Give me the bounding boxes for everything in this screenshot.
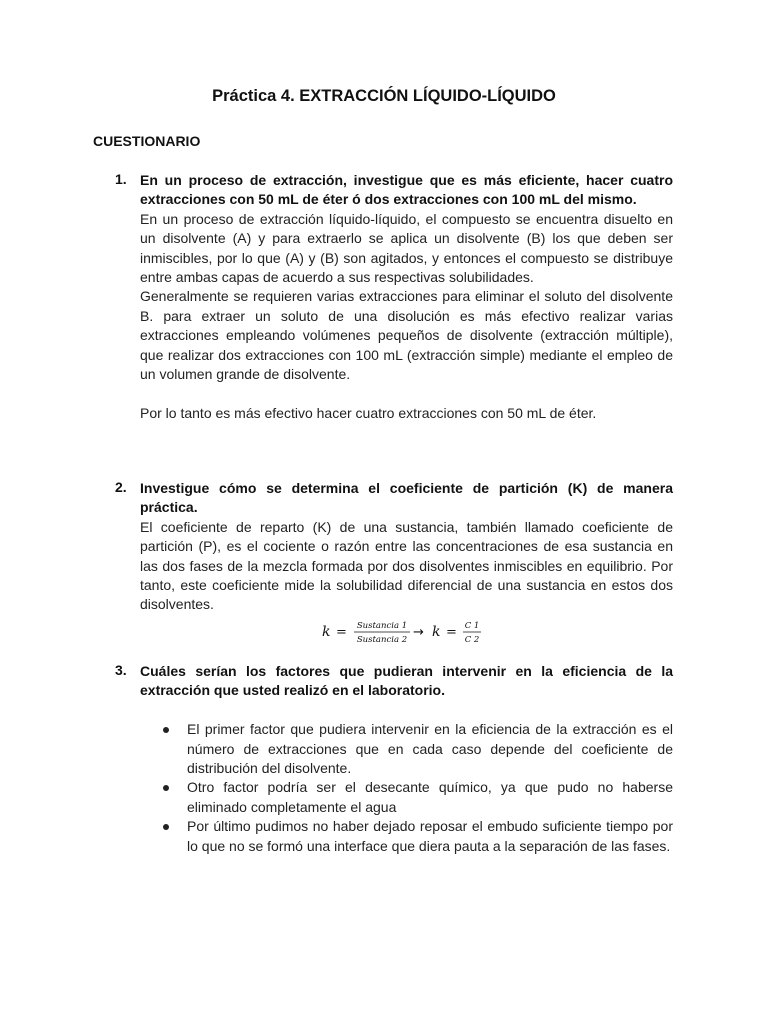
page-title: Práctica 4. EXTRACCIÓN LÍQUIDO-LÍQUIDO — [212, 87, 556, 105]
question-1 — [115, 171, 673, 423]
question-text: En un proceso de extracción, investigue que es más eficiente, hacer cuatro extracciones con 50 mL de éter ó dos extracciones con 100 mL del mismo. — [140, 172, 673, 208]
formula-equals-right: = — [446, 624, 457, 640]
question-3 — [115, 662, 673, 856]
list-item-text: El primer factor que pudiera intervenir en la eficiencia de la extracción es el número de extracciones que en cada caso depende del coeficiente de distribución del disolvente. — [187, 721, 673, 777]
answer-paragraph: En un proceso de extracción líquido-líquido, el compuesto se encuentra disuelto en un disolvente (A) y para extraerlo se aplica un disolvente (B) los que deben ser inmiscibles, por lo que (A) y (B) son agitados, y entonces el compuesto se distribuye entre ambas capas de acuerdo a sus respectivas solubilidades. — [140, 210, 673, 286]
factors-list — [140, 720, 673, 856]
question-body — [140, 662, 673, 856]
list-item — [187, 817, 673, 856]
formula-equals-left: = — [336, 624, 347, 640]
question-body — [140, 171, 673, 423]
question-number: 1. — [115, 171, 127, 187]
question-number: 2. — [115, 479, 127, 495]
formula-k-left: k — [322, 623, 331, 640]
formula-graphic — [320, 617, 520, 647]
formula-numerator-right: C 1 — [464, 620, 480, 631]
answer-paragraph: El coeficiente de reparto (K) de una sustancia, también llamado coeficiente de partición (P), es el cociente o razón entre las concentraciones de esa sustancia en las dos fases de la mezcla formada por dos disolventes inmiscibles en equilibrio. Por tanto, este coeficiente mide la solubilidad diferencial de una sustancia en estos dos disolventes. — [140, 518, 673, 613]
bullet-icon — [163, 727, 169, 733]
formula-numerator-left: Sustancia 1 — [356, 620, 408, 631]
list-item-text: Otro factor podría ser el desecante químico, ya que pudo no haberse eliminado completamente el agua — [187, 779, 673, 815]
list-item — [187, 720, 673, 778]
formula-denominator-right: C 2 — [464, 634, 480, 645]
question-2 — [115, 479, 673, 647]
question-body — [140, 479, 673, 647]
question-text: Investigue cómo se determina el coeficiente de partición (K) de manera práctica. — [140, 480, 673, 516]
question-text: Cuáles serían los factores que pudieran intervenir en la eficiencia de la extracción que usted realizó en el laboratorio. — [140, 663, 673, 699]
formula-arrow: → — [413, 624, 424, 640]
partition-coefficient-formula — [140, 617, 673, 647]
answer-paragraph: Generalmente se requieren varias extracciones para eliminar el soluto del disolvente B. para extraer un soluto de una disolución es más efectivo realizar varias extracciones empleando volúmenes pequeños de disolvente (extracción múltiple), que realizar dos extracciones con 100 mL (extracción simple) mediante el empleo de un volumen grande de disolvente. — [140, 288, 673, 383]
question-number: 3. — [115, 662, 127, 678]
paragraph-spacer — [140, 384, 673, 403]
list-item — [187, 778, 673, 817]
bullet-icon — [163, 785, 169, 791]
bullet-icon — [163, 824, 169, 830]
formula-k-right: k — [432, 623, 441, 640]
formula-denominator-left: Sustancia 2 — [356, 634, 408, 645]
answer-conclusion: Por lo tanto es más efectivo hacer cuatro extracciones con 50 mL de éter. — [140, 404, 597, 421]
list-item-text: Por último pudimos no haber dejado reposar el embudo suficiente tiempo por lo que no se formó una interface que diera pauta a la separación de las fases. — [187, 818, 673, 854]
section-heading: CUESTIONARIO — [93, 133, 201, 149]
paragraph-spacer — [140, 701, 673, 720]
